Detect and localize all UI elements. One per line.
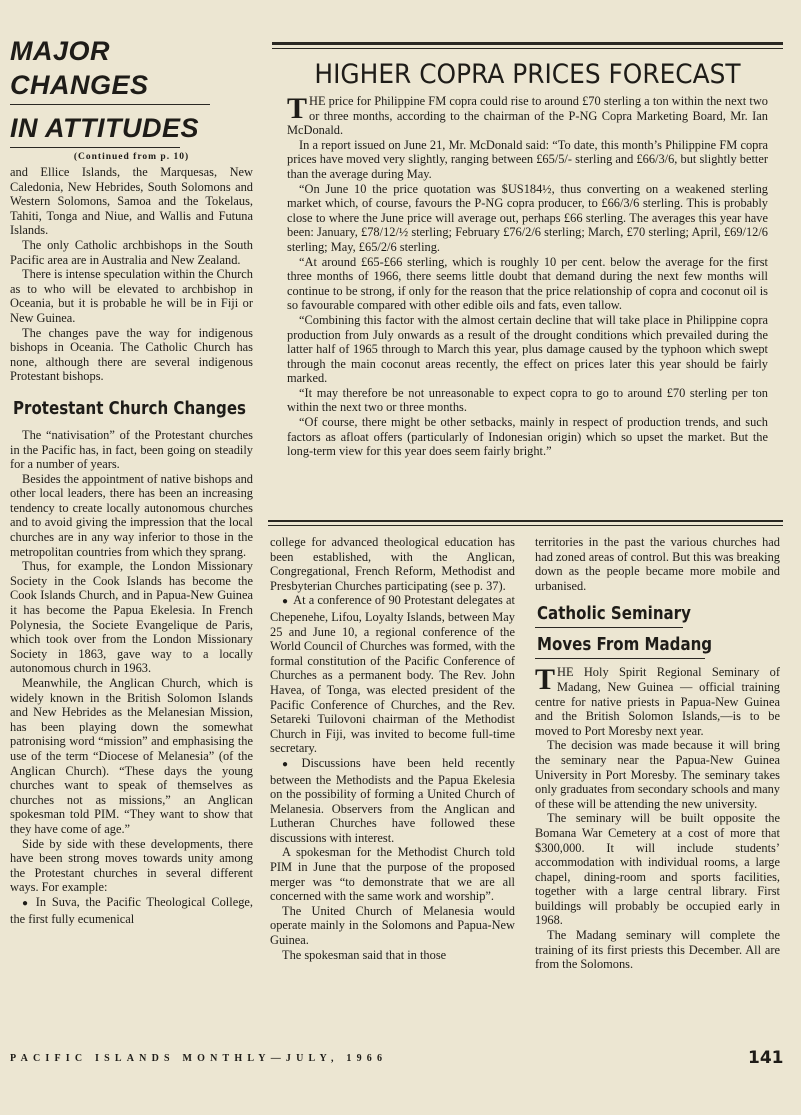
copra-body xyxy=(287,94,768,459)
paragraph: Thus, for example, the London Missionary Society in the Cook Islands has become the Cook Islands Church, and in Papua-New Guinea it has become the Papua Ekelesia. In French Polynesia, the Societe Evangelique de Paris, which took over from the London Missionary Society in 1863, gave way to a locally autonomous church in 1963. xyxy=(10,559,253,676)
bullet-paragraph: ● In Suva, the Pacific Theological College, the first fully ecumenical xyxy=(10,895,253,926)
paragraph: The United Church of Melanesia would operate mainly in the Solomons and Papua-New Guinea. xyxy=(270,903,515,948)
paragraph: Side by side with these developments, there have been strong moves towards unity among the Protestant churches in several different ways. For example: xyxy=(10,836,253,895)
seminary-body xyxy=(535,665,780,971)
paragraph: The “nativisation” of the Protestant churches in the Pacific has, in fact, been going on steadily for a number of years. xyxy=(10,427,253,472)
page-number: 141 xyxy=(748,1048,784,1068)
copra-headline: HIGHER COPRA PRICES FORECAST xyxy=(314,59,741,90)
article-body xyxy=(535,535,780,593)
left-column xyxy=(10,34,253,1039)
right-column xyxy=(535,535,780,1040)
bullet-paragraph: ● At a conference of 90 Protestant delegates at Chepenehe, Lifou, Loyalty Islands, between May 25 and June 10, a regional conference of the World Council of Churches was formed, with the formal constitution of the Pacific Conference of Churches as a permanent body. The Rev. John Havea, of Tonga, was elected president of the Pacific Conference of Churches, and the Rev. Setareki Tuilovoni chairman of the Methodist Church in Fiji, was invited to become full-time secretary. xyxy=(270,593,515,756)
subhead-protestant: Protestant Church Changes xyxy=(13,398,246,419)
paragraph: The only Catholic archbishops in the South Pacific area are in Australia and New Zealand. xyxy=(10,237,253,267)
article-title-line2: IN ATTITUDES xyxy=(10,113,199,143)
seminary-headline-line1: Catholic Seminary xyxy=(537,604,691,625)
headline-divider xyxy=(535,658,705,659)
article-body xyxy=(270,535,515,962)
bullet-paragraph: ● Discussions have been held recently between the Methodists and the Papua Ekelesia on the possibility of forming a United Church of Melanesia. Observers from the Anglican and Lutheran Churches have followed these discussions with interest. xyxy=(270,756,515,846)
title-divider xyxy=(10,104,210,105)
article-body xyxy=(10,428,253,926)
article-body xyxy=(10,165,253,384)
middle-column xyxy=(270,535,515,1040)
paragraph: “Of course, there might be other setbacks, mainly in respect of production trends, and such factors as afloat offers (particularly of Indonesian origin) which so upset the market. But the long-term view for this year does seem fairly bright.” xyxy=(287,415,768,459)
section-double-rule xyxy=(268,520,783,522)
paragraph: college for advanced theological education has been established, with the Anglican, Congregational, French Reform, Methodist and Presbyterian Churches participating (see p. 37). xyxy=(270,535,515,593)
title-divider xyxy=(10,147,180,148)
paragraph: A spokesman for the Methodist Church told PIM in June that the purpose of the proposed merger was “to demonstrate that we are all concerned with the same work and worship”. xyxy=(270,845,515,904)
seminary-headline-line2: Moves From Madang xyxy=(537,635,713,656)
paragraph: The Madang seminary will complete the training of its first priests this December. All are from the Solomons. xyxy=(535,928,780,972)
paragraph: There is intense speculation within the Church as to who will be elevated to archbishop in Oceania, but it is probable he will be in Fiji or New Guinea. xyxy=(10,267,253,325)
paragraph: The decision was made because it will bring the seminary near the Papua-New Guinea University in Port Moresby. The seminary takes only graduates from secondary schools and many of these will be attending the new university. xyxy=(535,738,780,811)
paragraph: The spokesman said that in those xyxy=(282,947,447,962)
paragraph: and Ellice Islands, the Marquesas, New Caledonia, New Hebrides, South Solomons and Western Solomons, Samoa and the Tokelaus, Tahiti, Tonga and Niue, and Wallis and Futuna Islands. xyxy=(10,165,253,238)
lead-text: HE Holy Spirit Regional Seminary of Madang, New Guinea — official training centre for native priests in Papua-New Guinea and the British Solomon Islands,—is to be moved to Port Moresby next year. xyxy=(535,665,780,738)
section-double-rule-thin xyxy=(268,525,783,526)
paragraph: “Combining this factor with the almost certain decline that will take place in Philippine copra production from July onwards as a result of the drought conditions which prevailed during the latter half of 1965 through to March this year, plus damage caused by the typhoon which swept through the main coconut areas recently, the effect on prices later this year should be fairly marked. xyxy=(287,312,768,386)
article-title-line1: MAJOR CHANGES xyxy=(10,36,149,100)
paragraph: The seminary will be built opposite the Bomana War Cemetery at a cost of more that $300,000. It will include students’ accommodation with individual rooms, a large chapel, dining-room and sports facilities, together with a large central library. First buildings will probably be occupied early in 1968. xyxy=(535,811,780,928)
paragraph: Meanwhile, the Anglican Church, which is widely known in the British Solomon Islands and New Hebrides as the Melanesian Mission, has been playing down the somewhat patronising word “mission” and emphasising the use of the term “Diocese of Melanesia” (of the Anglican Church). “These days the young churches want to speak of themselves as churches not as missions,” an Anglican spokesman told PIM. “They want to show that they have come of age.” xyxy=(10,676,253,836)
lead-paragraph xyxy=(535,665,780,738)
lead-paragraph xyxy=(287,94,768,138)
paragraph: territories in the past the various churches had had zoned areas of control. But this was breaking down as the people became more mobile and urbanised. xyxy=(535,535,780,593)
paragraph: In a report issued on June 21, Mr. McDonald said: “To date, this month’s Philippine FM copra prices have moved very slightly, ranging between £65/5/- sterling and £66/3/6, but slightly better than the average during May. xyxy=(287,137,768,181)
paragraph: “It may therefore be not unreasonable to expect copra to go to around £70 sterling per ton within the next two or three months. xyxy=(287,385,768,415)
continued-note: (Continued from p. 10) xyxy=(73,152,190,162)
paragraph: “On June 10 the price quotation was $US184½, thus converting on a weakened sterling market which, of course, favours the P-NG copra producer, to £66/3/6 sterling. This is probably close to where the June price will average out, perhaps £66 sterling. The averages this year have been: January, £78/12/½ sterling; February £76/2/6 sterling; March, £70 sterling; April, £69/12/6 sterling; May, £65/2/6 sterling. xyxy=(287,181,768,254)
footer-masthead: PACIFIC ISLANDS MONTHLY—JULY, 1966 xyxy=(10,1053,388,1064)
top-double-rule-thin xyxy=(272,48,783,49)
paragraph: Besides the appointment of native bishops and other local leaders, there has been an increasing tendency to create locally autonomous churches and to avoid giving the impression that the local churches are in any way inferior to those in the metropolitan countries from which they sprang. xyxy=(10,471,253,559)
paragraph: “At around £65-£66 sterling, which is roughly 10 per cent. below the average for the first three months of 1966, there seems little doubt that demand during the next few months will continue to be strong, if only for the reason that the price relationship of copra and coconut oil is so favourable compared with other edible oils and fats, even tallow. xyxy=(287,254,768,313)
paragraph: The changes pave the way for indigenous bishops in Oceania. The Catholic Church has none, although there are several indigenous Protestant bishops. xyxy=(10,325,253,384)
copra-article xyxy=(287,58,768,514)
drop-cap: T xyxy=(535,663,556,697)
top-double-rule xyxy=(272,42,783,45)
drop-cap: T xyxy=(287,92,308,125)
headline-divider xyxy=(535,627,683,628)
lead-text: HE price for Philippine FM copra could rise to around £70 sterling a ton within the next two or three months, according to the chairman of the P-NG Copra Marketing Board, Mr. Ian McDonald. xyxy=(287,94,768,138)
